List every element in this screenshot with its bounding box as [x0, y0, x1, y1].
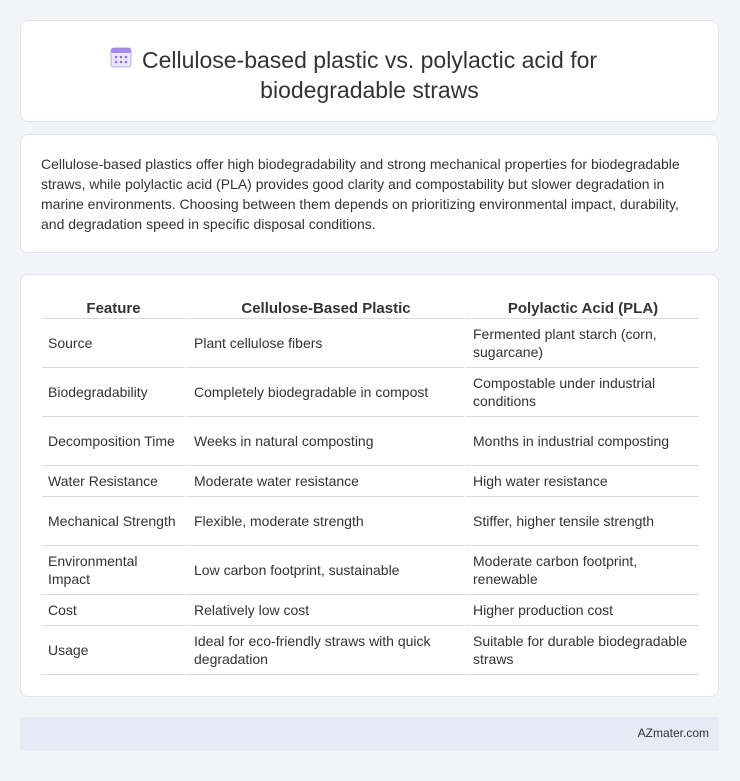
cellulose-cell: Completely biodegradable in compost	[185, 368, 464, 417]
table-header-row	[42, 296, 699, 319]
table-row	[42, 319, 699, 368]
table-row	[42, 595, 699, 626]
table-row	[42, 368, 699, 417]
table-row	[42, 417, 699, 466]
summary-card	[20, 134, 719, 253]
column-header-pla: Polylactic Acid (PLA)	[464, 296, 699, 319]
feature-cell: Source	[42, 319, 185, 368]
pla-cell: Compostable under industrial conditions	[464, 368, 699, 417]
comparison-card	[20, 274, 719, 697]
cellulose-cell: Flexible, moderate strength	[185, 497, 464, 546]
column-header-feature: Feature	[42, 296, 185, 319]
column-header-cellulose: Cellulose-Based Plastic	[185, 296, 464, 319]
page-title-line-2: biodegradable straws	[260, 77, 479, 103]
pla-cell: Suitable for durable biodegradable straws	[464, 626, 699, 675]
feature-cell: Usage	[42, 626, 185, 675]
pla-cell: Fermented plant starch (corn, sugarcane)	[464, 319, 699, 368]
page-title-line-1: Cellulose-based plastic vs. polylactic acid for	[141, 47, 598, 73]
feature-cell: Decomposition Time	[42, 417, 185, 466]
cellulose-cell: Ideal for eco-friendly straws with quick degradation	[185, 626, 464, 675]
page-title	[21, 45, 718, 105]
cellulose-cell: Low carbon footprint, sustainable	[185, 546, 464, 595]
footer-bar	[20, 717, 719, 751]
feature-cell: Water Resistance	[42, 466, 185, 497]
footer-site-link[interactable]: AZmater.com	[637, 726, 709, 740]
table-row	[42, 546, 699, 595]
summary-text: Cellulose-based plastics offer high biodegradability and strong mechanical properties for biodegradable straws, while polylactic acid (PLA) provides good clarity and compostability but slower degradation in marine environments. Choosing between them depends on prioritizing environmental impact, durability, and degradation speed in specific disposal conditions.	[41, 156, 680, 232]
feature-cell: Cost	[42, 595, 185, 626]
pla-cell: Stiffer, higher tensile strength	[464, 497, 699, 546]
pla-cell: Higher production cost	[464, 595, 699, 626]
table-row	[42, 466, 699, 497]
title-card	[20, 20, 719, 122]
feature-cell: Mechanical Strength	[42, 497, 185, 546]
table-row	[42, 626, 699, 675]
pla-cell: Months in industrial composting	[464, 417, 699, 466]
cellulose-cell: Relatively low cost	[185, 595, 464, 626]
cellulose-cell: Plant cellulose fibers	[185, 319, 464, 368]
pla-cell: Moderate carbon footprint, renewable	[464, 546, 699, 595]
feature-cell: Biodegradability	[42, 368, 185, 417]
feature-cell: Environmental Impact	[42, 546, 185, 595]
table-row	[42, 497, 699, 546]
cellulose-cell: Weeks in natural composting	[185, 417, 464, 466]
cellulose-cell: Moderate water resistance	[185, 466, 464, 497]
comparison-table	[42, 296, 699, 675]
pla-cell: High water resistance	[464, 466, 699, 497]
